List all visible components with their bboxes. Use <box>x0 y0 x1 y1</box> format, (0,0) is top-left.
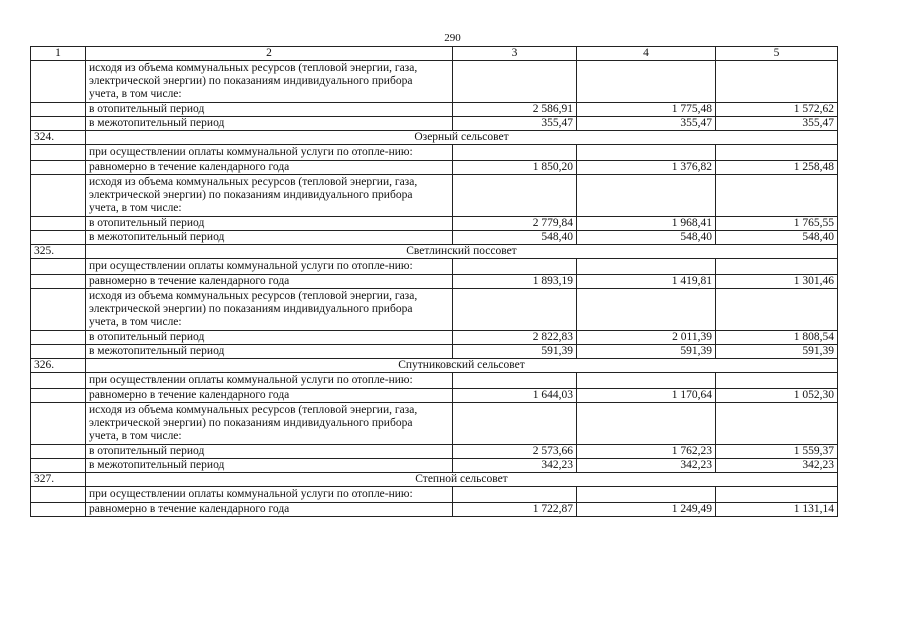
value-col-4: 2 011,39 <box>577 331 716 345</box>
value-col-5: 548,40 <box>716 231 838 245</box>
value-col-4: 1 775,48 <box>577 103 716 117</box>
table-row <box>31 487 838 503</box>
section-number: 327. <box>31 473 86 487</box>
value-col-5 <box>716 373 838 389</box>
value-col-5 <box>716 487 838 503</box>
table-body <box>31 47 838 517</box>
row-description: исходя из объема коммунальных ресурсов (тепловой энергии, газа, электрической энергии) по показаниям индивидуального прибора учета, в том числе: <box>86 175 453 217</box>
header-col-4: 4 <box>577 47 716 61</box>
header-col-1: 1 <box>31 47 86 61</box>
value-col-4 <box>577 289 716 331</box>
value-col-4 <box>577 61 716 103</box>
header-col-2: 2 <box>86 47 453 61</box>
value-col-5: 1 131,14 <box>716 503 838 517</box>
section-number: 325. <box>31 245 86 259</box>
table-row <box>31 389 838 403</box>
value-col-5: 355,47 <box>716 117 838 131</box>
row-description: в отопительный период <box>86 331 453 345</box>
row-description: в межотопительный период <box>86 231 453 245</box>
value-col-5: 1 052,30 <box>716 389 838 403</box>
section-title: Озерный сельсовет <box>86 131 838 145</box>
value-col-5: 1 765,55 <box>716 217 838 231</box>
row-number-cell <box>31 503 86 517</box>
row-description: в отопительный период <box>86 217 453 231</box>
row-description: равномерно в течение календарного года <box>86 503 453 517</box>
header-col-5: 5 <box>716 47 838 61</box>
row-number-cell <box>31 231 86 245</box>
value-col-5: 1 808,54 <box>716 331 838 345</box>
value-col-4: 1 376,82 <box>577 161 716 175</box>
row-description: в отопительный период <box>86 445 453 459</box>
value-col-4: 1 249,49 <box>577 503 716 517</box>
table-row <box>31 145 838 161</box>
header-col-3: 3 <box>453 47 577 61</box>
table-row <box>31 61 838 103</box>
value-col-5 <box>716 259 838 275</box>
table-row <box>31 231 838 245</box>
row-description: в межотопительный период <box>86 117 453 131</box>
table-row <box>31 503 838 517</box>
page-number: 290 <box>444 32 461 44</box>
value-col-3: 1 644,03 <box>453 389 577 403</box>
section-number: 326. <box>31 359 86 373</box>
section-number: 324. <box>31 131 86 145</box>
section-row <box>31 473 838 487</box>
row-description: в межотопительный период <box>86 345 453 359</box>
value-col-4: 591,39 <box>577 345 716 359</box>
section-row <box>31 131 838 145</box>
value-col-3: 2 779,84 <box>453 217 577 231</box>
value-col-4: 355,47 <box>577 117 716 131</box>
value-col-5: 591,39 <box>716 345 838 359</box>
value-col-4 <box>577 403 716 445</box>
table-row <box>31 275 838 289</box>
value-col-5: 1 258,48 <box>716 161 838 175</box>
row-number-cell <box>31 259 86 275</box>
row-number-cell <box>31 175 86 217</box>
row-number-cell <box>31 389 86 403</box>
row-number-cell <box>31 117 86 131</box>
value-col-3: 2 586,91 <box>453 103 577 117</box>
value-col-5 <box>716 175 838 217</box>
row-description: исходя из объема коммунальных ресурсов (тепловой энергии, газа, электрической энергии) по показаниям индивидуального прибора учета, в том числе: <box>86 61 453 103</box>
value-col-4 <box>577 373 716 389</box>
value-col-3: 548,40 <box>453 231 577 245</box>
section-title: Светлинский поссовет <box>86 245 838 259</box>
row-number-cell <box>31 103 86 117</box>
value-col-3 <box>453 175 577 217</box>
value-col-5 <box>716 403 838 445</box>
table-row <box>31 403 838 445</box>
value-col-3: 1 850,20 <box>453 161 577 175</box>
row-number-cell <box>31 61 86 103</box>
table-row <box>31 345 838 359</box>
row-number-cell <box>31 373 86 389</box>
row-description: исходя из объема коммунальных ресурсов (тепловой энергии, газа, электрической энергии) по показаниям индивидуального прибора учета, в том числе: <box>86 403 453 445</box>
value-col-4 <box>577 175 716 217</box>
value-col-4 <box>577 487 716 503</box>
value-col-4: 1 762,23 <box>577 445 716 459</box>
row-number-cell <box>31 161 86 175</box>
value-col-5 <box>716 289 838 331</box>
row-description: в отопительный период <box>86 103 453 117</box>
row-description: при осуществлении оплаты коммунальной услуги по отопле-нию: <box>86 487 453 503</box>
row-number-cell <box>31 217 86 231</box>
table-row <box>31 217 838 231</box>
value-col-3: 591,39 <box>453 345 577 359</box>
row-description: равномерно в течение календарного года <box>86 275 453 289</box>
value-col-4: 1 968,41 <box>577 217 716 231</box>
value-col-4 <box>577 259 716 275</box>
value-col-3: 355,47 <box>453 117 577 131</box>
row-number-cell <box>31 345 86 359</box>
row-number-cell <box>31 275 86 289</box>
section-title: Спутниковский сельсовет <box>86 359 838 373</box>
table-row <box>31 373 838 389</box>
section-row <box>31 359 838 373</box>
value-col-3 <box>453 61 577 103</box>
value-col-4: 1 419,81 <box>577 275 716 289</box>
row-description: при осуществлении оплаты коммунальной услуги по отопле-нию: <box>86 373 453 389</box>
row-description: при осуществлении оплаты коммунальной услуги по отопле-нию: <box>86 145 453 161</box>
value-col-5 <box>716 61 838 103</box>
value-col-3: 1 893,19 <box>453 275 577 289</box>
row-number-cell <box>31 145 86 161</box>
row-number-cell <box>31 403 86 445</box>
table-row <box>31 459 838 473</box>
table-row <box>31 259 838 275</box>
value-col-3: 2 573,66 <box>453 445 577 459</box>
header-row <box>31 47 838 61</box>
row-description: исходя из объема коммунальных ресурсов (тепловой энергии, газа, электрической энергии) по показаниям индивидуального прибора учета, в том числе: <box>86 289 453 331</box>
value-col-4: 1 170,64 <box>577 389 716 403</box>
value-col-3 <box>453 259 577 275</box>
value-col-5: 1 301,46 <box>716 275 838 289</box>
row-number-cell <box>31 289 86 331</box>
value-col-5: 342,23 <box>716 459 838 473</box>
row-number-cell <box>31 445 86 459</box>
value-col-3 <box>453 403 577 445</box>
value-col-3: 342,23 <box>453 459 577 473</box>
row-description: равномерно в течение календарного года <box>86 161 453 175</box>
value-col-3: 2 822,83 <box>453 331 577 345</box>
row-description: при осуществлении оплаты коммунальной услуги по отопле-нию: <box>86 259 453 275</box>
value-col-5: 1 559,37 <box>716 445 838 459</box>
table-row <box>31 117 838 131</box>
row-number-cell <box>31 487 86 503</box>
table-row <box>31 103 838 117</box>
value-col-5: 1 572,62 <box>716 103 838 117</box>
value-col-3 <box>453 145 577 161</box>
row-number-cell <box>31 331 86 345</box>
tariff-table <box>30 46 838 517</box>
row-description: в межотопительный период <box>86 459 453 473</box>
table-row <box>31 161 838 175</box>
value-col-3 <box>453 373 577 389</box>
value-col-3 <box>453 289 577 331</box>
section-title: Степной сельсовет <box>86 473 838 487</box>
table-row <box>31 331 838 345</box>
value-col-4: 548,40 <box>577 231 716 245</box>
value-col-4 <box>577 145 716 161</box>
row-number-cell <box>31 459 86 473</box>
value-col-3 <box>453 487 577 503</box>
value-col-5 <box>716 145 838 161</box>
section-row <box>31 245 838 259</box>
row-description: равномерно в течение календарного года <box>86 389 453 403</box>
table-row <box>31 175 838 217</box>
table-row <box>31 445 838 459</box>
value-col-4: 342,23 <box>577 459 716 473</box>
table-row <box>31 289 838 331</box>
value-col-3: 1 722,87 <box>453 503 577 517</box>
